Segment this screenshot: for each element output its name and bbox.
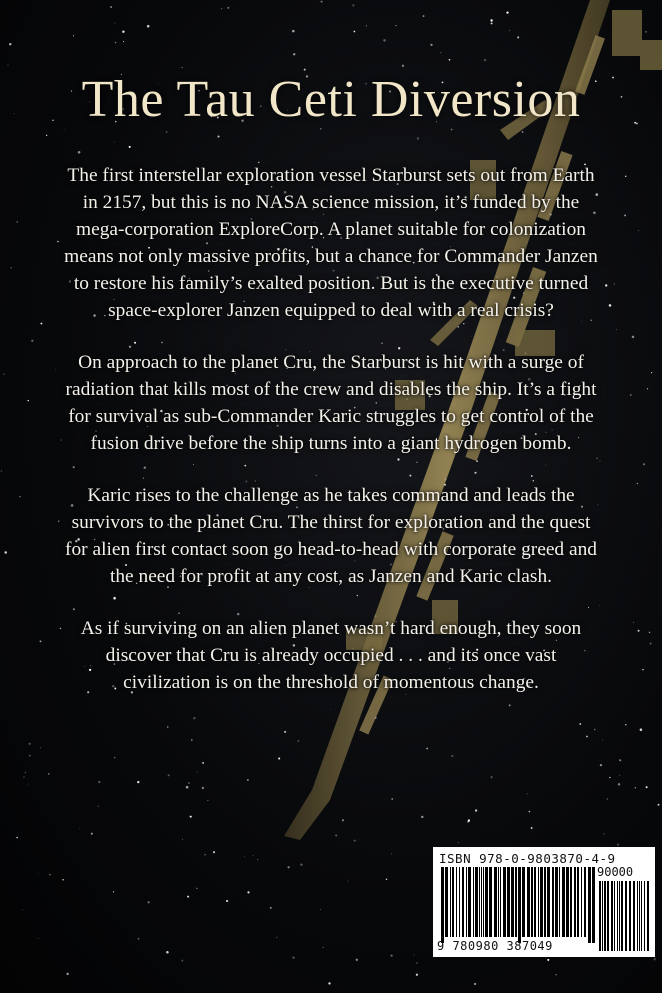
back-cover-blurb — [60, 162, 602, 721]
blurb-paragraph-4: As if surviving on an alien planet wasn’t hard enough, they soon discover that Cru is already occupied . . . and its once vast civilization is on the threshold of momentous change. — [80, 618, 582, 693]
blurb-paragraph-1: The first interstellar exploration vessel Starburst sets out from Earth in 2157, but this is no NASA science mission, it’s funded by the mega-corporation ExploreCorp. A planet suitable for colonization means not only massive profits, but a chance for Commander Janzen to restore his family’s exalted position. But is the executive turned space-explorer Janzen equipped to deal with a real crisis? — [64, 165, 598, 321]
isbn-label: ISBN 978-0-9803870-4-9 — [439, 851, 616, 866]
ean-digits: 9 780980 387049 — [437, 939, 553, 953]
price-addon-code: 90000 — [597, 865, 634, 879]
blurb-paragraph-3: Karic rises to the challenge as he takes command and leads the survivors to the planet Cru. The thirst for exploration and the quest for alien first contact soon go head-to-head with corporate greed and the need for profit at any cost, as Janzen and Karic clash. — [65, 485, 597, 587]
blurb-paragraph-2: On approach to the planet Cru, the Starburst is hit with a surge of radiation that kills most of the crew and disables the ship. It’s a fight for survival as sub-Commander Karic struggles to get control of the fusion drive before the ship turns into a giant hydrogen bomb. — [65, 352, 597, 454]
book-title: The Tau Ceti Diversion — [81, 71, 581, 128]
isbn-barcode — [433, 847, 655, 957]
